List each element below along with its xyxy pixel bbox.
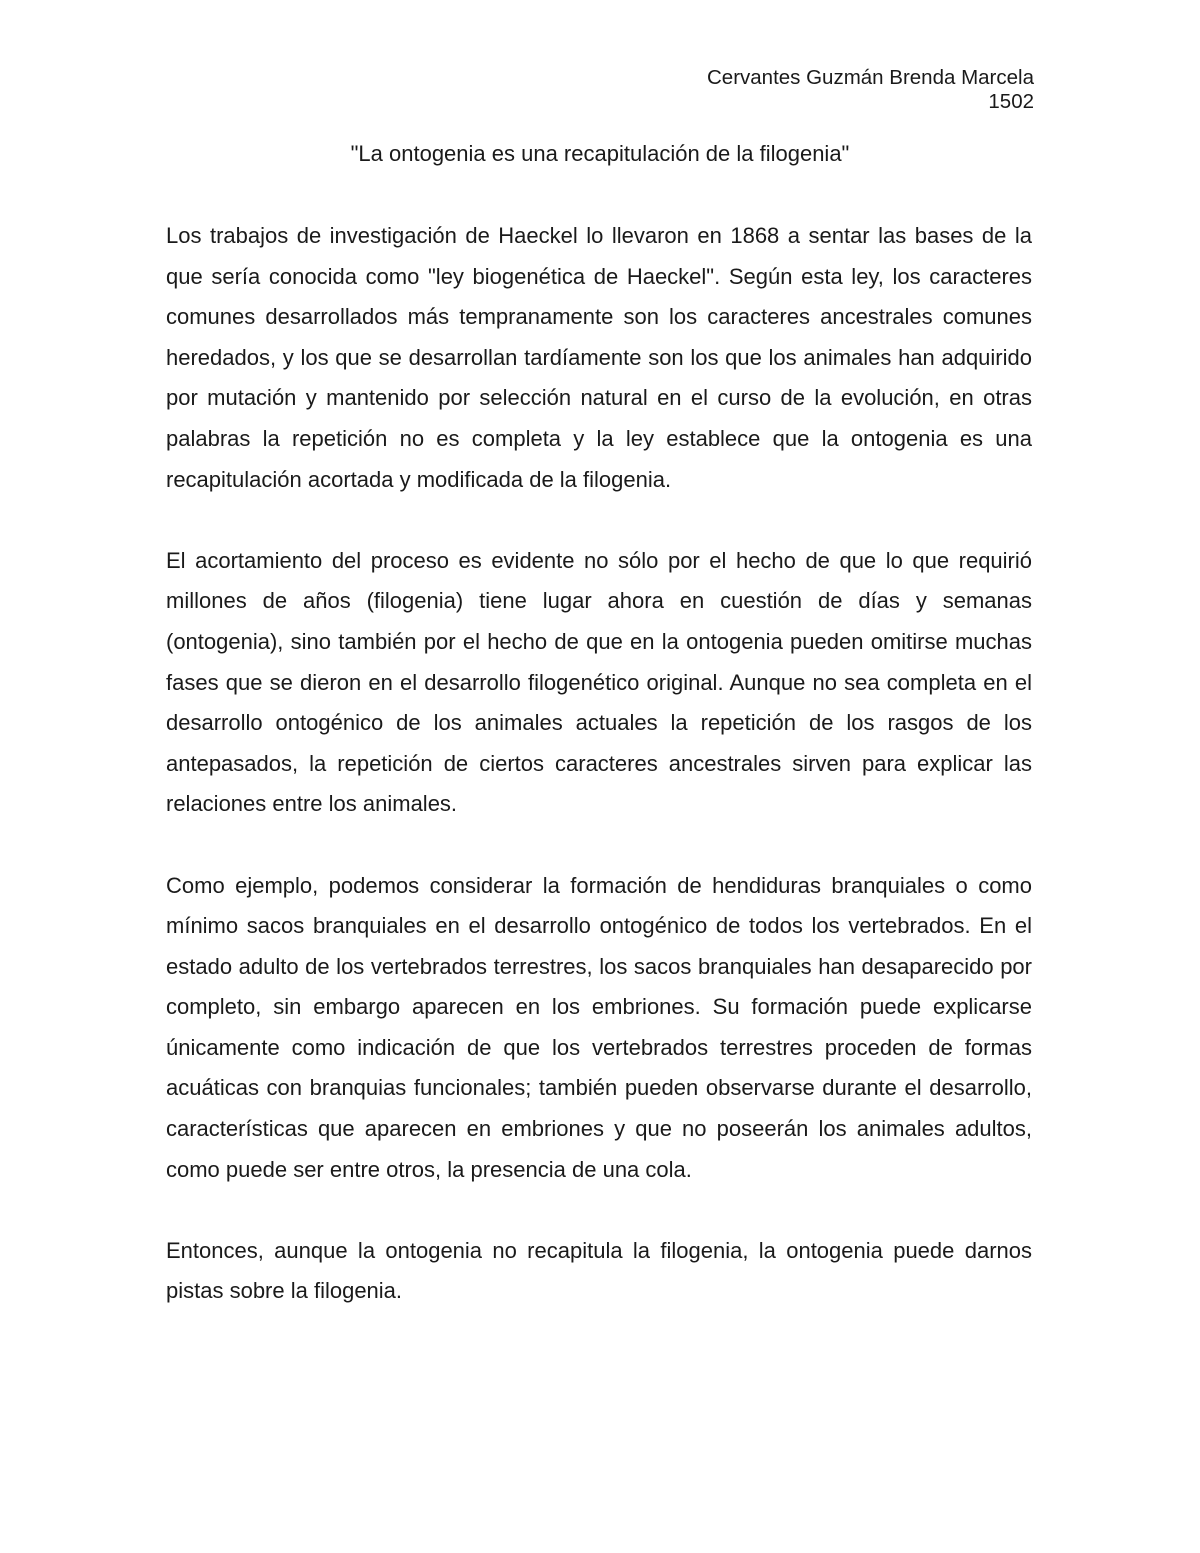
group-number: 1502 [988,90,1034,113]
document-body [166,216,1032,1353]
document-title: "La ontogenia es una recapitulación de la filogenia" [350,141,850,166]
header-block [707,66,1034,114]
paragraph-3: Como ejemplo, podemos considerar la formación de hendiduras branquiales o como mínimo sacos branquiales en el desarrollo ontogénico de todos los vertebrados. En el estado adulto de los vertebrados terrestres, los sacos branquiales han desaparecido por completo, sin embargo aparecen en los embriones. Su formación puede explicarse únicamente como indicación de que los vertebrados terrestres proceden de formas acuáticas con branquias funcionales; también pueden observarse durante el desarrollo, características que aparecen en embriones y que no poseerán los animales adultos, como puede ser entre otros, la presencia de una cola. [166,872,1032,1182]
paragraph-2: El acortamiento del proceso es evidente no sólo por el hecho de que lo que requirió millones de años (filogenia) tiene lugar ahora en cuestión de días y semanas (ontogenia), sino también por el hecho de que en la ontogenia pueden omitirse muchas fases que se dieron en el desarrollo filogenético original. Aunque no sea completa en el desarrollo ontogénico de los animales actuales la repetición de los rasgos de los antepasados, la repetición de ciertos caracteres ancestrales sirven para explicar las relaciones entre los animales. [166,547,1032,817]
paragraph-4: Entonces, aunque la ontogenia no recapitula la filogenia, la ontogenia puede darnos pistas sobre la filogenia. [166,1237,1032,1304]
paragraph-1: Los trabajos de investigación de Haeckel lo llevaron en 1868 a sentar las bases de la que sería conocida como "ley biogenética de Haeckel". Según esta ley, los caracteres comunes desarrollados más tempranamente son los caracteres ancestrales comunes heredados, y los que se desarrollan tardíamente son los que los animales han adquirido por mutación y mantenido por selección natural en el curso de la evolución, en otras palabras la repetición no es completa y la ley establece que la ontogenia es una recapitulación acortada y modificada de la filogenia. [166,223,1032,492]
author-name: Cervantes Guzmán Brenda Marcela [706,66,1034,89]
